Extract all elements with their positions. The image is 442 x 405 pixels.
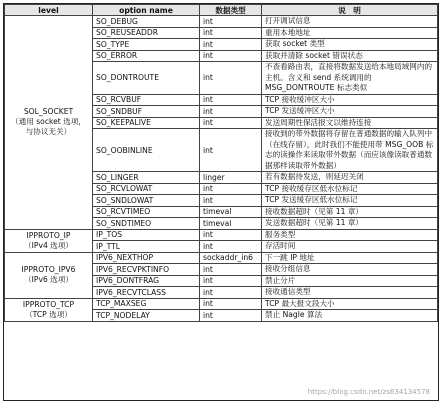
data-type-cell: int	[200, 264, 262, 276]
option-name-cell: SO_RCVBUF	[93, 94, 200, 106]
option-name-cell: SO_DEBUG	[93, 16, 200, 28]
level-cell	[5, 252, 93, 298]
header-data-type: 数据类型	[200, 5, 262, 16]
option-name-cell: SO_TYPE	[93, 39, 200, 51]
option-name-cell: TCP_NODELAY	[93, 310, 200, 322]
description-cell: 获取并清除 socket 错误状态	[262, 50, 438, 62]
description-cell: 重用本地地址	[262, 27, 438, 39]
table-row	[5, 252, 438, 264]
data-type-cell: int	[200, 310, 262, 322]
table-body	[5, 16, 438, 322]
description-cell: 发送数据超时（见第 11 章）	[262, 218, 438, 230]
option-name-cell: IPV6_RECVPKTINFO	[93, 264, 200, 276]
level-cell	[5, 229, 93, 252]
data-type-cell: int	[200, 94, 262, 106]
level-cell	[5, 298, 93, 321]
data-type-cell: timeval	[200, 206, 262, 218]
level-name: IPPROTO_IPV6	[21, 265, 76, 274]
description-cell: 获取 socket 类型	[262, 39, 438, 51]
level-name: IPPROTO_IP	[26, 230, 71, 240]
option-name-cell: SO_REUSEADDR	[93, 27, 200, 39]
option-name-cell: IPV6_NEXTHOP	[93, 252, 200, 264]
watermark: https://blog.csdn.net/zs634134578	[307, 388, 430, 396]
description-cell: 存活时间	[262, 241, 438, 253]
header-description: 说 明	[262, 5, 438, 16]
data-type-cell: int	[200, 27, 262, 39]
option-name-cell: SO_DONTROUTE	[93, 62, 200, 95]
table-header	[5, 5, 438, 16]
description-cell: 禁止 Nagle 算法	[262, 310, 438, 322]
data-type-cell: int	[200, 62, 262, 95]
description-cell: 发送周期性保活报文以维持连接	[262, 117, 438, 129]
description-cell: 接收数据超时（见第 11 章）	[262, 206, 438, 218]
data-type-cell: int	[200, 287, 262, 299]
data-type-cell: int	[200, 195, 262, 207]
data-type-cell: sockaddr_in6	[200, 252, 262, 264]
level-name: IPPROTO_TCP	[22, 299, 75, 309]
option-name-cell: SO_SNDLOWAT	[93, 195, 200, 207]
data-type-cell: int	[200, 50, 262, 62]
description-cell: TCP 接收缓冲区大小	[262, 94, 438, 106]
level-note: （IPv4 选项）	[24, 240, 73, 250]
data-type-cell: int	[200, 39, 262, 51]
data-type-cell: int	[200, 106, 262, 118]
description-cell: TCP 发送缓冲区大小	[262, 106, 438, 118]
description-cell: TCP 最大报文段大小	[262, 298, 438, 310]
data-type-cell: int	[200, 229, 262, 241]
description-cell: 服务类型	[262, 229, 438, 241]
level-note: （IPv6 选项）	[24, 275, 73, 284]
data-type-cell: int	[200, 183, 262, 195]
level-cell	[5, 16, 93, 230]
header-option-name: option name	[93, 5, 200, 16]
description-cell: 不查看路由表，直接将数据发送给本地局域网内的主机。含义和 send 系统调用的 MSG_DONTROUTE 标志类似	[262, 62, 438, 95]
description-cell: 接收通信类型	[262, 287, 438, 299]
data-type-cell: int	[200, 16, 262, 28]
table-row	[5, 229, 438, 241]
option-name-cell: TCP_MAXSEG	[93, 298, 200, 310]
description-cell: 下一跳 IP 地址	[262, 252, 438, 264]
description-cell: 接收分组信息	[262, 264, 438, 276]
option-name-cell: SO_SNDTIMEO	[93, 218, 200, 230]
level-name: SOL_SOCKET	[23, 107, 74, 117]
option-name-cell: SO_SNDBUF	[93, 106, 200, 118]
description-cell: 禁止分片	[262, 275, 438, 287]
option-name-cell: SO_RCVLOWAT	[93, 183, 200, 195]
description-cell: TCP 发送缓存区低水位标记	[262, 195, 438, 207]
option-name-cell: IPV6_RECVTCLASS	[93, 287, 200, 299]
option-name-cell: SO_KEEPALIVE	[93, 117, 200, 129]
data-type-cell: int	[200, 129, 262, 172]
option-name-cell: SO_OOBINLINE	[93, 129, 200, 172]
socket-options-table	[4, 4, 438, 322]
table-row	[5, 16, 438, 28]
level-note: （TCP 选项）	[25, 309, 72, 319]
header-row	[5, 5, 438, 16]
data-type-cell: int	[200, 241, 262, 253]
level-note: （通用 socket 选项，与协议无关）	[11, 117, 86, 137]
option-name-cell: SO_RCVTIMEO	[93, 206, 200, 218]
option-name-cell: IPV6_DONTFRAG	[93, 275, 200, 287]
option-name-cell: SO_LINGER	[93, 172, 200, 184]
description-cell: 接收到的带外数据将存留在普通数据的输入队列中（在线存留），此时我们不能使用带 MSG_OOB 标志的读操作来读取带外数据（而应该像读取普通数据那样读取带外数据）	[262, 129, 438, 172]
header-level: level	[5, 5, 93, 16]
description-cell: TCP 接收缓存区低水位标记	[262, 183, 438, 195]
option-name-cell: IP_TTL	[93, 241, 200, 253]
data-type-cell: int	[200, 275, 262, 287]
socket-options-table-frame	[3, 3, 439, 401]
description-cell: 打开调试信息	[262, 16, 438, 28]
description-cell: 若有数据待发送，则延迟关闭	[262, 172, 438, 184]
table-row	[5, 298, 438, 310]
data-type-cell: int	[200, 298, 262, 310]
option-name-cell: IP_TOS	[93, 229, 200, 241]
option-name-cell: SO_ERROR	[93, 50, 200, 62]
data-type-cell: int	[200, 117, 262, 129]
data-type-cell: timeval	[200, 218, 262, 230]
data-type-cell: linger	[200, 172, 262, 184]
